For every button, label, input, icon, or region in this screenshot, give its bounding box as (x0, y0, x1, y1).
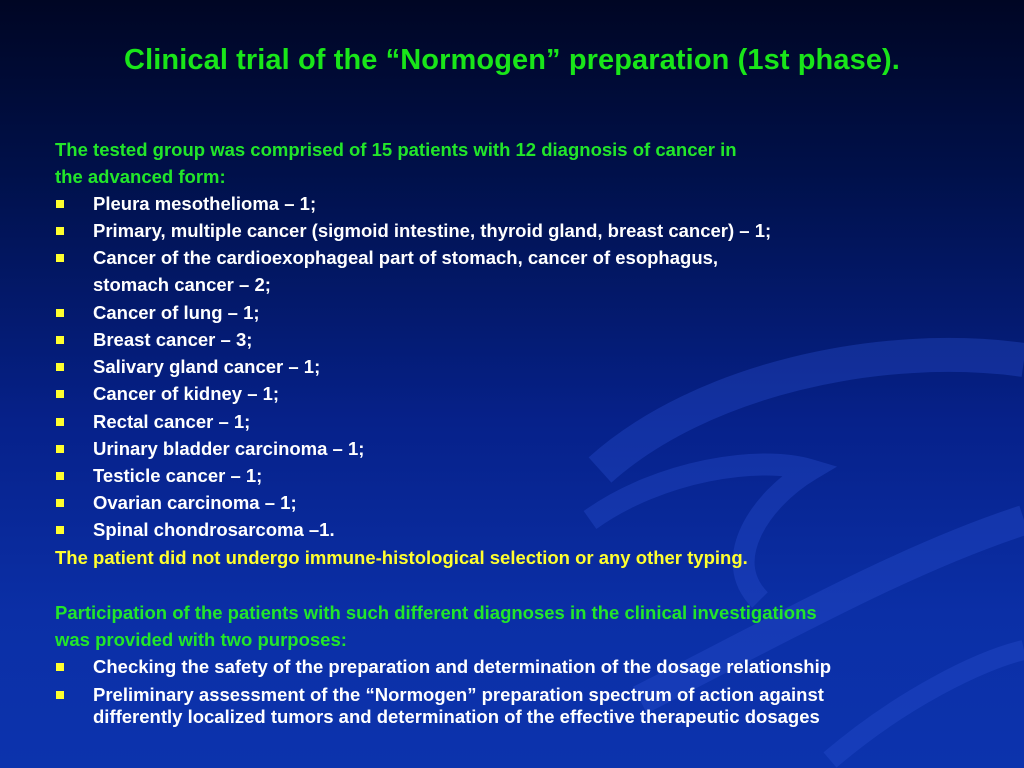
diagnosis-item: Cancer of kidney – 1; (93, 383, 280, 404)
bullet-icon (56, 418, 64, 426)
diagnosis-item: Testicle cancer – 1; (93, 465, 263, 486)
bullet-icon (56, 663, 64, 671)
bullet-icon (56, 526, 64, 534)
bullet-icon (56, 200, 64, 208)
diagnosis-item: Pleura mesothelioma – 1; (93, 193, 317, 214)
purpose-intro-line-1: Participation of the patients with such different diagnoses in the clinical investigations (55, 602, 817, 623)
diagnosis-item: Primary, multiple cancer (sigmoid intestine, thyroid gland, breast cancer) – 1; (93, 220, 772, 241)
bullet-icon (56, 445, 64, 453)
selection-note: The patient did not undergo immune-histological selection or any other typing. (55, 547, 748, 568)
diagnosis-item: Urinary bladder carcinoma – 1; (93, 438, 365, 459)
bullet-icon (56, 691, 64, 699)
diagnosis-item-continuation: stomach cancer – 2; (93, 274, 271, 295)
purpose-item: Checking the safety of the preparation and determination of the dosage relationship (93, 656, 832, 677)
bullet-icon (56, 390, 64, 398)
intro-line-1: The tested group was comprised of 15 patients with 12 diagnosis of cancer in (55, 139, 737, 160)
purpose-intro-line-2: was provided with two purposes: (55, 629, 347, 650)
bullet-icon (56, 254, 64, 262)
purpose-item: Preliminary assessment of the “Normogen” preparation spectrum of action against (93, 684, 824, 705)
bullet-icon (56, 336, 64, 344)
bullet-icon (56, 499, 64, 507)
bullet-icon (56, 227, 64, 235)
diagnosis-item: Ovarian carcinoma – 1; (93, 492, 297, 513)
diagnosis-item: Salivary gland cancer – 1; (93, 356, 321, 377)
intro-line-2: the advanced form: (55, 166, 226, 187)
bullet-icon (56, 309, 64, 317)
diagnosis-item: Cancer of lung – 1; (93, 302, 260, 323)
bullet-icon (56, 363, 64, 371)
diagnosis-item: Spinal chondrosarcoma –1. (93, 519, 335, 540)
bullet-icon (56, 472, 64, 480)
diagnosis-item: Rectal cancer – 1; (93, 411, 251, 432)
purpose-item-continuation: differently localized tumors and determination of the effective therapeutic dosages (93, 706, 820, 727)
diagnosis-item: Breast cancer – 3; (93, 329, 253, 350)
diagnosis-item: Cancer of the cardioexophageal part of stomach, cancer of esophagus, (93, 247, 719, 268)
slide-title: Clinical trial of the “Normogen” preparation (1st phase). (124, 44, 900, 76)
